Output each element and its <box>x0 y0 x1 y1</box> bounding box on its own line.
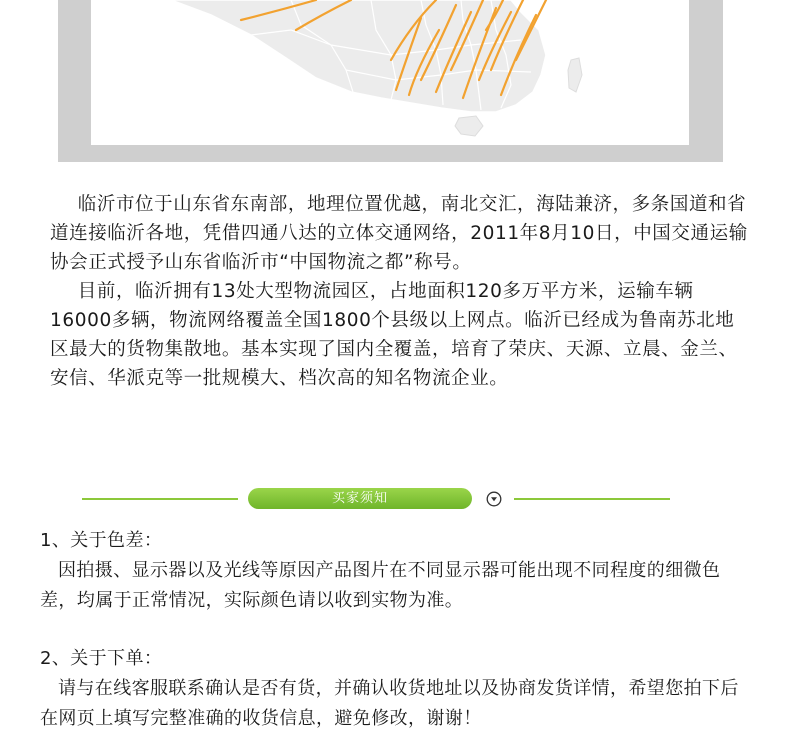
notice-color-difference <box>40 526 750 616</box>
buyer-notice-title: 买家须知 <box>248 488 472 509</box>
intro-text <box>50 190 750 393</box>
buyer-notice-divider <box>0 487 790 511</box>
divider-line-left <box>82 498 238 500</box>
notice-body: 请与在线客服联系确认是否有货，并确认收货地址以及协商发货详情，希望您拍下后在网页上填写完整准确的收货信息，避免修改，谢谢！ <box>40 678 739 729</box>
notice-body: 因拍摄、显示器以及光线等原因产品图片在不同显示器可能出现不同程度的细微色差，均属于正常情况，实际颜色请以收到实物为准。 <box>40 560 721 611</box>
map-image-frame <box>58 0 723 162</box>
hainan-island <box>455 116 483 136</box>
notice-title: 1、关于色差： <box>40 530 163 551</box>
intro-paragraph-1: 临沂市位于山东省东南部，地理位置优越，南北交汇，海陆兼济，多条国道和省道连接临沂各地，凭借四通八达的立体交通网络，2011年8月10日，中国交通运输协会正式授予山东省临沂市“中国物流之都”称号。 <box>50 194 748 273</box>
china-map-graphic <box>91 0 689 145</box>
taiwan-island <box>568 58 582 92</box>
notice-ordering <box>40 644 750 734</box>
chevron-down-circle-icon <box>486 491 502 507</box>
notice-title: 2、关于下单： <box>40 648 163 669</box>
buyer-notices <box>40 526 750 734</box>
china-logistics-map <box>91 0 689 145</box>
intro-paragraph-2: 目前，临沂拥有13处大型物流园区，占地面积120多万平方米，运输车辆16000多辆，物流网络覆盖全国1800个县级以上网点。临沂已经成为鲁南苏北地区最大的货物集散地。基本实现了国内全覆盖，培育了荣庆、天源、立晨、金兰、安信、华派克等一批规模大、档次高的知名物流企业。 <box>50 281 738 389</box>
divider-line-right <box>514 498 670 500</box>
